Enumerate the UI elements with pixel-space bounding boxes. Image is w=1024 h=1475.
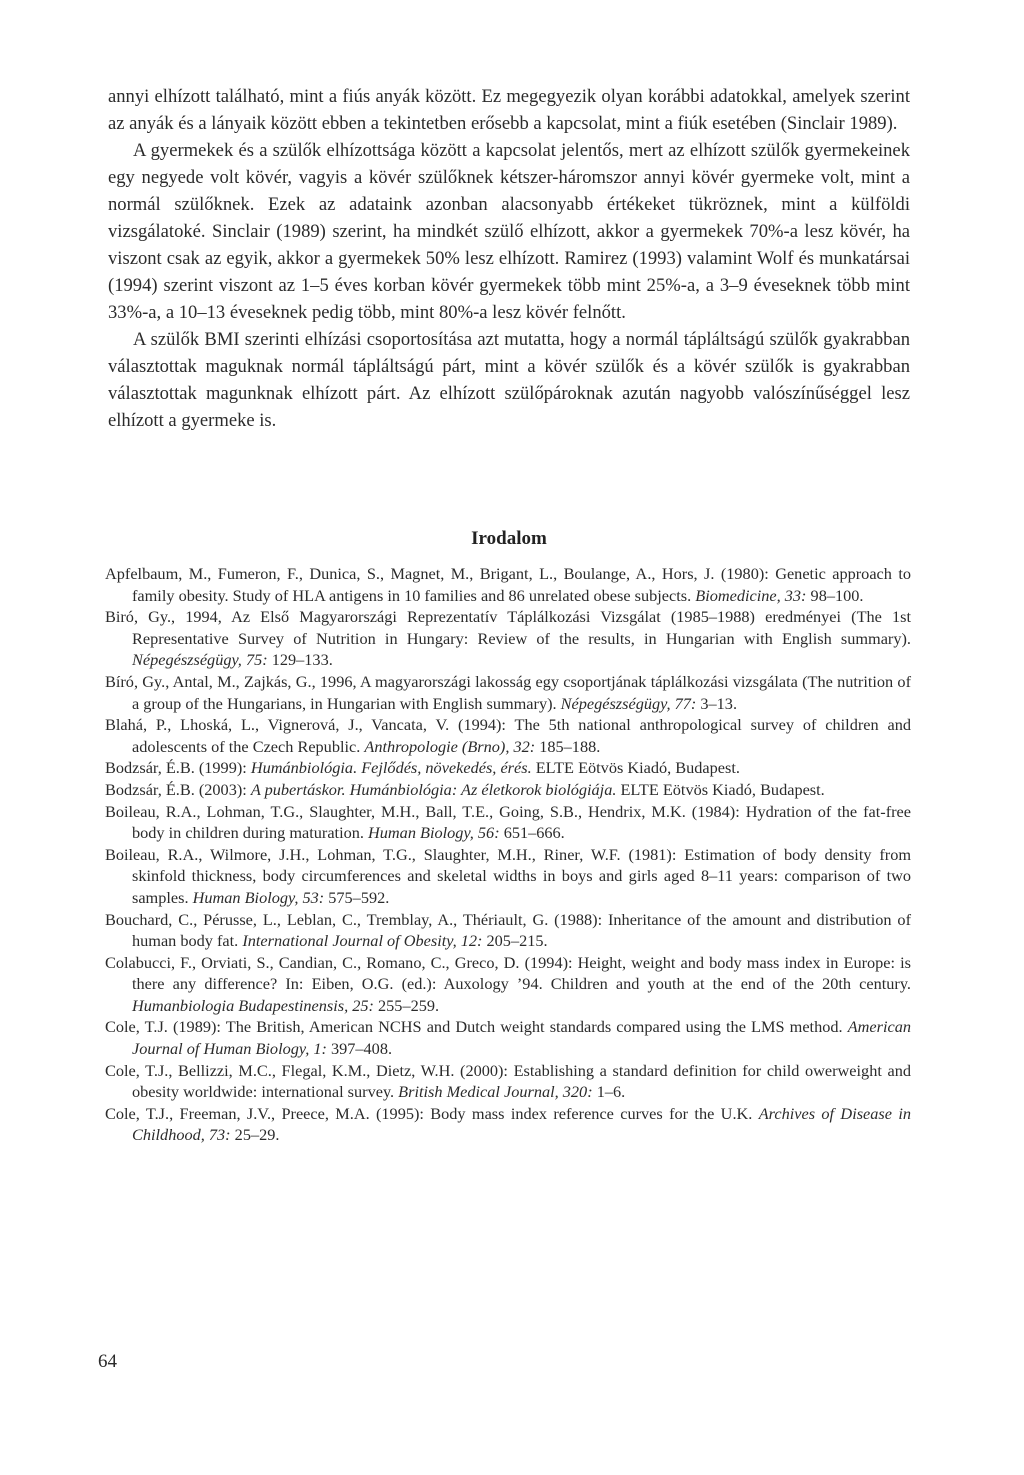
reference-item	[105, 844, 911, 909]
reference-text: Bodzsár, É.B. (1999):	[105, 758, 251, 778]
reference-text: Boileau, R.A., Lohman, T.G., Slaughter, M.H., Ball, T.E., Going, S.B., Hendrix, M.K. (1984): Hydration of the fat-free body in children during maturation.	[105, 801, 911, 843]
reference-pages: 185–188.	[535, 736, 601, 756]
reference-pages: 98–100.	[806, 585, 864, 605]
reference-pages: 397–408.	[326, 1039, 393, 1059]
reference-source: American Journal of Human Biology, 1:	[132, 1017, 911, 1059]
reference-source: Archives of Disease in Childhood, 73:	[132, 1103, 911, 1145]
reference-pages: 1–6.	[592, 1082, 626, 1102]
reference-pages: 3–13.	[696, 693, 738, 713]
reference-item	[105, 1016, 911, 1059]
reference-source: Népegészségügy, 77:	[560, 693, 697, 713]
reference-source: Biomedicine, 33:	[695, 585, 807, 605]
reference-text: Colabucci, F., Orviati, S., Candian, C., Romano, C., Greco, D. (1994): Height, weight and body mass index in Europe: is there any difference? In: Eiben, O.G. (ed.): Auxology ’94. Children and youth at the end of the 20th century.	[105, 952, 911, 994]
reference-source: Human Biology, 56:	[368, 823, 500, 843]
reference-text: Bíró, Gy., Antal, M., Zajkás, G., 1996, A magyarországi lakosság egy csoportjának táplálkozási vizsgálata (The nutrition of a group of the Hungarians, in Hungarian with English summary).	[105, 671, 911, 713]
reference-pages: 575–592.	[324, 887, 390, 907]
reference-source: Népegészségügy, 75:	[132, 650, 268, 670]
paragraph: A szülők BMI szerinti elhízási csoportosítása azt mutatta, hogy a normál tápláltságú szülők gyakrabban választottak maguknak normál tápláltságú párt, mint a kövér szülők és a kövér szülők is gyakrabban választottak magunknak elhízott párt. Az elhízott szülőpároknak azután nagyobb valószínűséggel lesz elhízott a gyermeke is.	[108, 329, 910, 431]
reference-item	[105, 757, 911, 779]
body-text	[108, 83, 910, 434]
reference-source: British Medical Journal, 320:	[398, 1082, 593, 1102]
reference-source: A pubertáskor. Humánbiológia: Az életkorok biológiája.	[250, 779, 617, 799]
reference-source: Human Biology, 53:	[192, 887, 325, 907]
reference-text: Cole, T.J. (1989): The British, American NCHS and Dutch weight standards compared using the LMS method.	[105, 1017, 848, 1037]
reference-source: Humanbiologia Budapestinensis, 25:	[132, 995, 374, 1015]
reference-item	[105, 671, 911, 714]
reference-item	[105, 606, 911, 671]
reference-item	[105, 801, 911, 844]
reference-item	[105, 779, 911, 801]
reference-pages: 255–259.	[373, 995, 440, 1015]
reference-text: Bouchard, C., Pérusse, L., Leblan, C., Tremblay, A., Thériault, G. (1988): Inheritance of the amount and distribution of human body fat.	[105, 909, 911, 951]
reference-pages: 205–215.	[482, 931, 548, 951]
reference-text: Cole, T.J., Freeman, J.V., Preece, M.A. (1995): Body mass index reference curves for the U.K.	[105, 1103, 759, 1123]
paragraph: A gyermekek és a szülők elhízottsága között a kapcsolat jelentős, mert az elhízott szülők gyermekeinek egy negyede volt kövér, vagyis a kövér szülőknek kétszer-háromszor annyi kövér gyermeke volt, mint a normál szülőknek. Ezek az adataink azonban alacsonyabb értékeket tükröznek, mint a külföldi vizsgálatoké. Sinclair (1989) szerint, ha mindkét szülő elhízott, akkor a gyermekek 70%-a lesz kövér, ha viszont csak az egyik, akkor a gyermekek 50% lesz elhízott. Ramirez (1993) valamint Wolf és munkatársai (1994) szerint viszont az 1–5 éves korban kövér gyermekek több mint 25%-a, a 3–9 éveseknek több mint 33%-a, a 10–13 éveseknek pedig több, mint 80%-a lesz kövér felnőtt.	[108, 140, 910, 323]
paragraph: annyi elhízott található, mint a fiús anyák között. Ez megegyezik olyan korábbi adatokkal, amelyek szerint az anyák és a lányaik között ebben a tekintetben erősebb a kapcsolat, mint a fiúk esetében (Sinclair 1989).	[108, 86, 910, 134]
reference-pages: 25–29.	[230, 1125, 280, 1145]
reference-source: Humánbiológia. Fejlődés, növekedés, érés.	[250, 758, 532, 778]
reference-text: Cole, T.J., Bellizzi, M.C., Flegal, K.M., Dietz, W.H. (2000): Establishing a standard definition for child owerweight and obesity worldwide: international survey.	[105, 1060, 911, 1102]
reference-item	[105, 563, 911, 606]
reference-source: Anthropologie (Brno), 32:	[364, 736, 536, 756]
reference-text: Bodzsár, É.B. (2003):	[105, 779, 251, 799]
reference-text: Biró, Gy., 1994, Az Első Magyarországi Reprezentatív Táplálkozási Vizsgálat (1985–1988) eredményei (The 1st Representative Survey of Nutrition in Hungary: Review of the results, in Hungarian with English summary).	[105, 607, 911, 648]
reference-item	[105, 1103, 911, 1146]
reference-text: Blahá, P., Lhoská, L., Vignerová, J., Vancata, V. (1994): The 5th national anthropological survey of children and adolescents of the Czech Republic.	[105, 715, 911, 756]
section-heading: Irodalom	[471, 528, 547, 549]
reference-source: International Journal of Obesity, 12:	[242, 931, 483, 951]
reference-item	[105, 952, 911, 1017]
reference-pages: ELTE Eötvös Kiadó, Budapest.	[616, 779, 825, 799]
reference-pages: 129–133.	[267, 650, 333, 670]
page-number: 64	[98, 1351, 117, 1372]
reference-list	[105, 563, 911, 1146]
reference-item	[105, 1060, 911, 1103]
reference-text: Boileau, R.A., Wilmore, J.H., Lohman, T.G., Slaughter, M.H., Riner, W.F. (1981): Estimation of body density from skinfold thickness, body circumferences and skeletal widths in boys and girls aged 8–11 years: comparison of two samples.	[105, 844, 911, 907]
reference-text: Apfelbaum, M., Fumeron, F., Dunica, S., Magnet, M., Brigant, L., Boulange, A., Hors, J. (1980): Genetic approach to family obesity. Study of HLA antigens in 10 families and 86 unrelated obese subjects.	[105, 564, 911, 605]
reference-pages: 651–666.	[499, 823, 565, 843]
reference-pages: ELTE Eötvös Kiadó, Budapest.	[531, 758, 740, 778]
reference-item	[105, 714, 911, 757]
reference-item	[105, 909, 911, 952]
